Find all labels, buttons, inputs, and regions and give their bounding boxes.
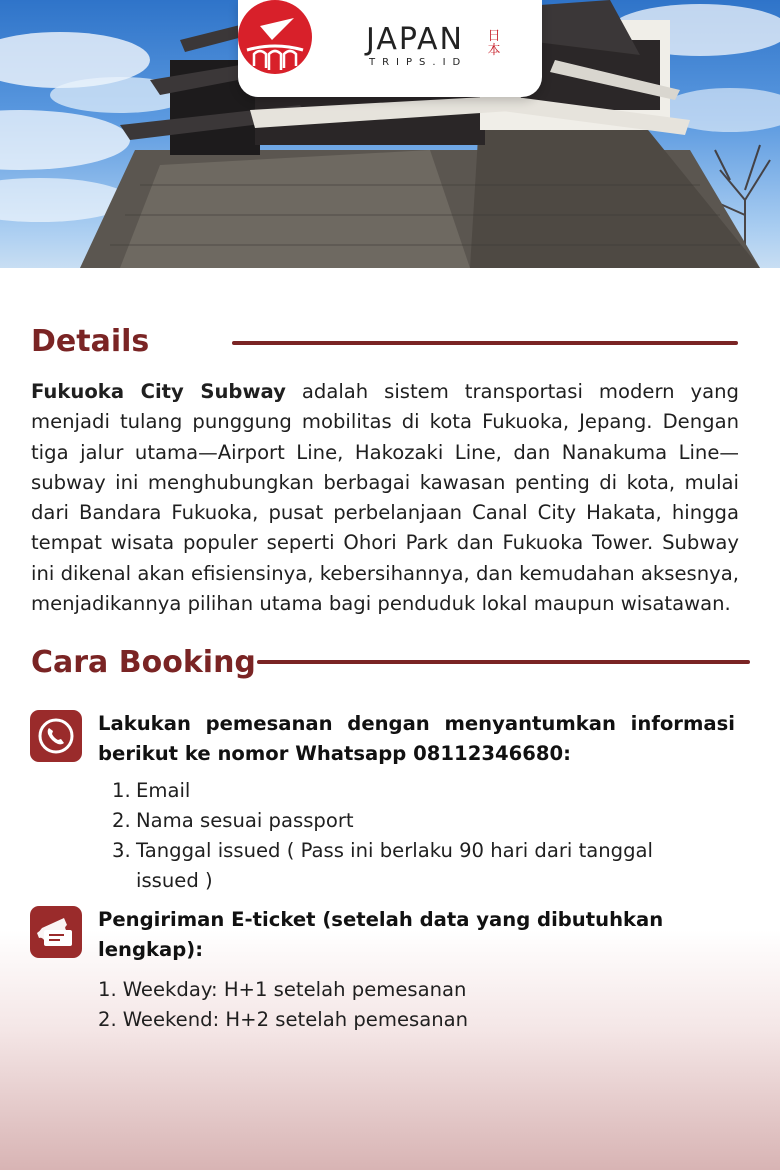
booking-rule <box>257 660 750 664</box>
step-2-heading: Pengiriman E-ticket (setelah data yang dibutuhkan lengkap): <box>98 908 664 961</box>
booking-title: Cara Booking <box>31 645 256 680</box>
list-item-number: 1. <box>112 779 131 802</box>
details-rule <box>232 341 738 345</box>
brand-sub: TRIPS.ID <box>369 57 468 68</box>
list-item-text: Weekday: H+1 setelah pemesanan <box>122 978 467 1001</box>
details-intro-bold: Fukuoka City Subway <box>31 380 286 403</box>
ticket-icon <box>30 906 82 958</box>
step-1-list <box>112 776 672 896</box>
details-paragraph <box>31 377 739 619</box>
step-2-list <box>98 975 698 1035</box>
list-item <box>112 776 672 806</box>
brand-logo-icon <box>238 0 312 74</box>
list-item-number: 1. <box>98 978 117 1001</box>
step-1-heading-line2: berikut ke nomor Whatsapp 08112346680: <box>98 742 571 765</box>
list-item <box>112 806 672 836</box>
list-item-text: Email <box>136 779 191 802</box>
details-title: Details <box>31 324 150 359</box>
brand-kanji-2: 本 <box>487 43 501 58</box>
list-item-number: 3. <box>112 839 131 862</box>
list-item <box>98 975 698 1005</box>
brand-name: JAPAN <box>366 22 464 57</box>
step-1-heading-line1: Lakukan pemesanan dengan menyantumkan informasi <box>98 712 735 735</box>
details-intro-rest: adalah sistem transportasi modern yang menjadi tulang punggung mobilitas di kota Fukuoka, Jepang. Dengan tiga jalur utama—Airport Line, Hakozaki Line, dan Nanakuma Line—subway ini menghubungkan berbagai kawasan penting di kota, mulai dari Bandara Fukuoka, pusat perbelanjaan Canal City Hakata, hingga tempat wisata populer seperti Ohori Park dan Fukuoka Tower. Subway ini dikenal akan efisiensinya, kebersihannya, dan kemudahan aksesnya, menjadikannya pilihan utama bagi penduduk lokal maupun wisatawan. <box>31 380 739 616</box>
step-1-heading <box>98 709 735 769</box>
brand-kanji-1: 日 <box>487 29 501 44</box>
list-item-text: Tanggal issued ( Pass ini berlaku 90 hari dari tanggal issued ) <box>136 839 654 892</box>
phone-icon <box>30 710 82 762</box>
list-item-text: Nama sesuai passport <box>136 809 354 832</box>
step-2-icon-box <box>30 906 82 958</box>
logo-card[interactable] <box>238 0 542 97</box>
list-item <box>112 836 672 896</box>
step-1-icon-box <box>30 710 82 762</box>
brand-kanji <box>486 30 502 58</box>
list-item-text: Weekend: H+2 setelah pemesanan <box>122 1008 469 1031</box>
list-item <box>98 1005 698 1035</box>
hero-image <box>0 0 780 268</box>
list-item-number: 2. <box>112 809 131 832</box>
list-item-number: 2. <box>98 1008 117 1031</box>
